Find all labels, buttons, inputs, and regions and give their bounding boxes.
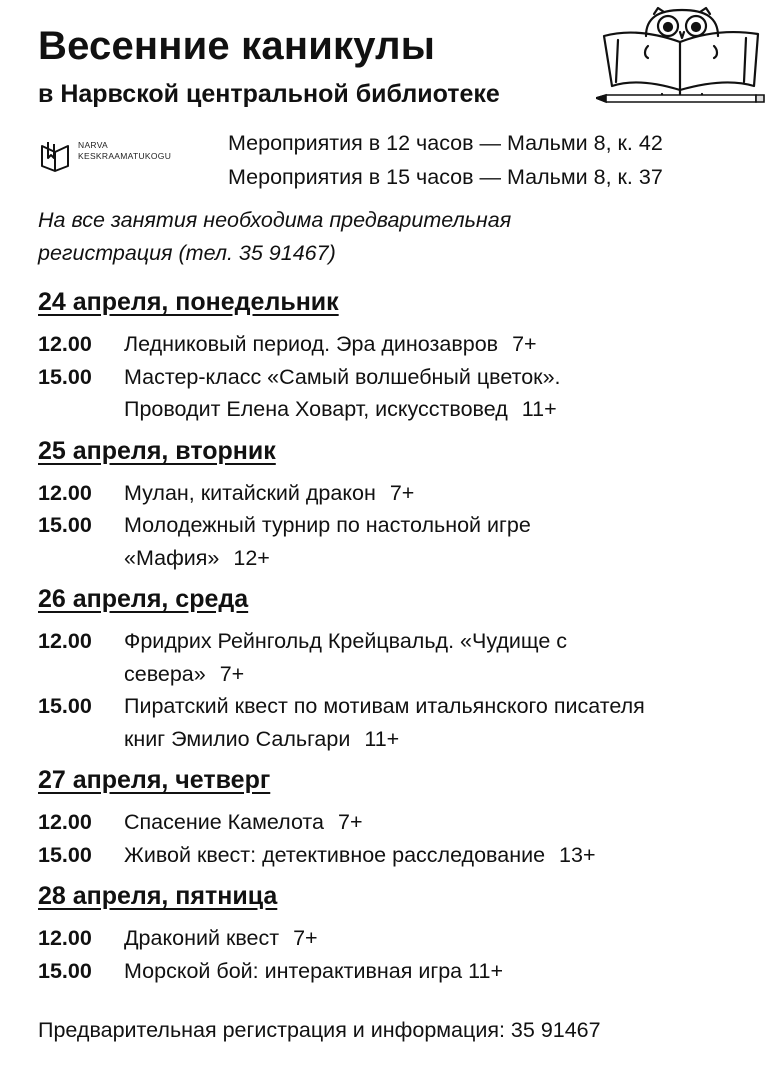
event-text: Фридрих Рейнгольд Крейцвальд. «Чудище с [124,629,568,653]
page-title: Весенние каникулы [38,24,436,68]
event-time: 12.00 [38,926,92,950]
event-row [38,839,738,872]
note-line: На все занятия необходима предварительная [38,208,512,232]
footer-contact: Предварительная регистрация и информация: 35 91467 [38,1018,601,1042]
event-description [124,690,738,755]
event-description [124,955,738,988]
age-rating: 7+ [338,810,363,834]
day-section [38,282,738,426]
venue-line: Мероприятия в 12 часов — Мальми 8, к. 42 [228,131,663,155]
event-description [124,361,738,426]
day-section [38,431,738,575]
age-rating: 13+ [559,842,596,867]
schedule [38,282,738,992]
event-time: 15.00 [38,958,92,983]
logo-line-narva: NARVA [78,140,109,150]
note-line: регистрация (тел. 35 91467) [38,241,336,265]
event-text: Спасение Камелота [124,810,324,834]
event-text: Проводит Елена Ховарт, искусствовед [124,397,508,421]
age-rating: 11+ [521,397,557,421]
event-time: 15.00 [38,694,92,718]
page-subtitle: в Нарвской центральной библиотеке [38,80,500,108]
day-title: 24 апреля, понедельник [38,288,339,316]
event-row [38,477,738,510]
logo-text [78,140,171,162]
event-text: книг Эмилио Сальгари [124,726,351,751]
event-time: 12.00 [38,629,92,653]
day-title: 26 апреля, среда [38,585,249,613]
event-description [124,509,738,574]
age-rating: 7+ [293,926,318,950]
logo-line-keskraamatukogu: KESKRAAMATUKOGU [78,151,172,161]
event-time: 15.00 [38,513,92,537]
age-rating: 11+ [468,958,504,983]
event-row [38,625,738,690]
event-description [124,477,738,510]
registration-note [38,204,678,270]
event-description [124,922,738,955]
event-text: «Мафия» [124,545,220,570]
event-row [38,690,738,755]
event-description [124,328,738,361]
event-row [38,806,738,839]
event-text: Мулан, китайский дракон [124,480,376,505]
day-title: 25 апреля, вторник [38,436,276,465]
event-text: Морской бой: интерактивная игра [124,958,463,983]
age-rating: 7+ [512,332,537,356]
event-description [124,839,738,872]
venue-info [228,126,663,194]
event-description [124,625,738,690]
age-rating: 11+ [364,726,400,751]
event-text: Пиратский квест по мотивам итальянского писателя [124,694,645,718]
day-title: 28 апреля, пятница [38,882,278,910]
event-row [38,955,738,988]
day-section [38,579,738,755]
event-row [38,922,738,955]
day-section [38,876,738,987]
age-rating: 7+ [389,480,415,505]
open-book-logo-icon [40,140,70,172]
event-description [124,806,738,839]
event-text: Мастер-класс «Самый волшебный цветок». [124,364,561,389]
owl-reading-book-illustration [596,6,768,112]
event-text: Драконий квест [124,926,280,950]
event-time: 12.00 [38,810,92,834]
event-text: Ледниковый период. Эра динозавров [124,332,499,356]
event-time: 12.00 [38,480,92,505]
venue-line: Мероприятия в 15 часов — Мальми 8, к. 37 [228,165,663,189]
event-time: 15.00 [38,842,92,867]
day-title: 27 апреля, четверг [38,766,271,794]
event-text: Живой квест: детективное расследование [124,842,546,867]
event-text: севера» [124,661,206,686]
event-row [38,509,738,574]
day-section [38,760,738,871]
event-row [38,361,738,426]
event-row [38,328,738,361]
event-time: 12.00 [38,332,92,356]
event-text: Молодежный турнир по настольной игре [124,513,531,537]
age-rating: 7+ [219,661,245,686]
event-time: 15.00 [38,364,92,389]
age-rating: 12+ [233,545,270,570]
